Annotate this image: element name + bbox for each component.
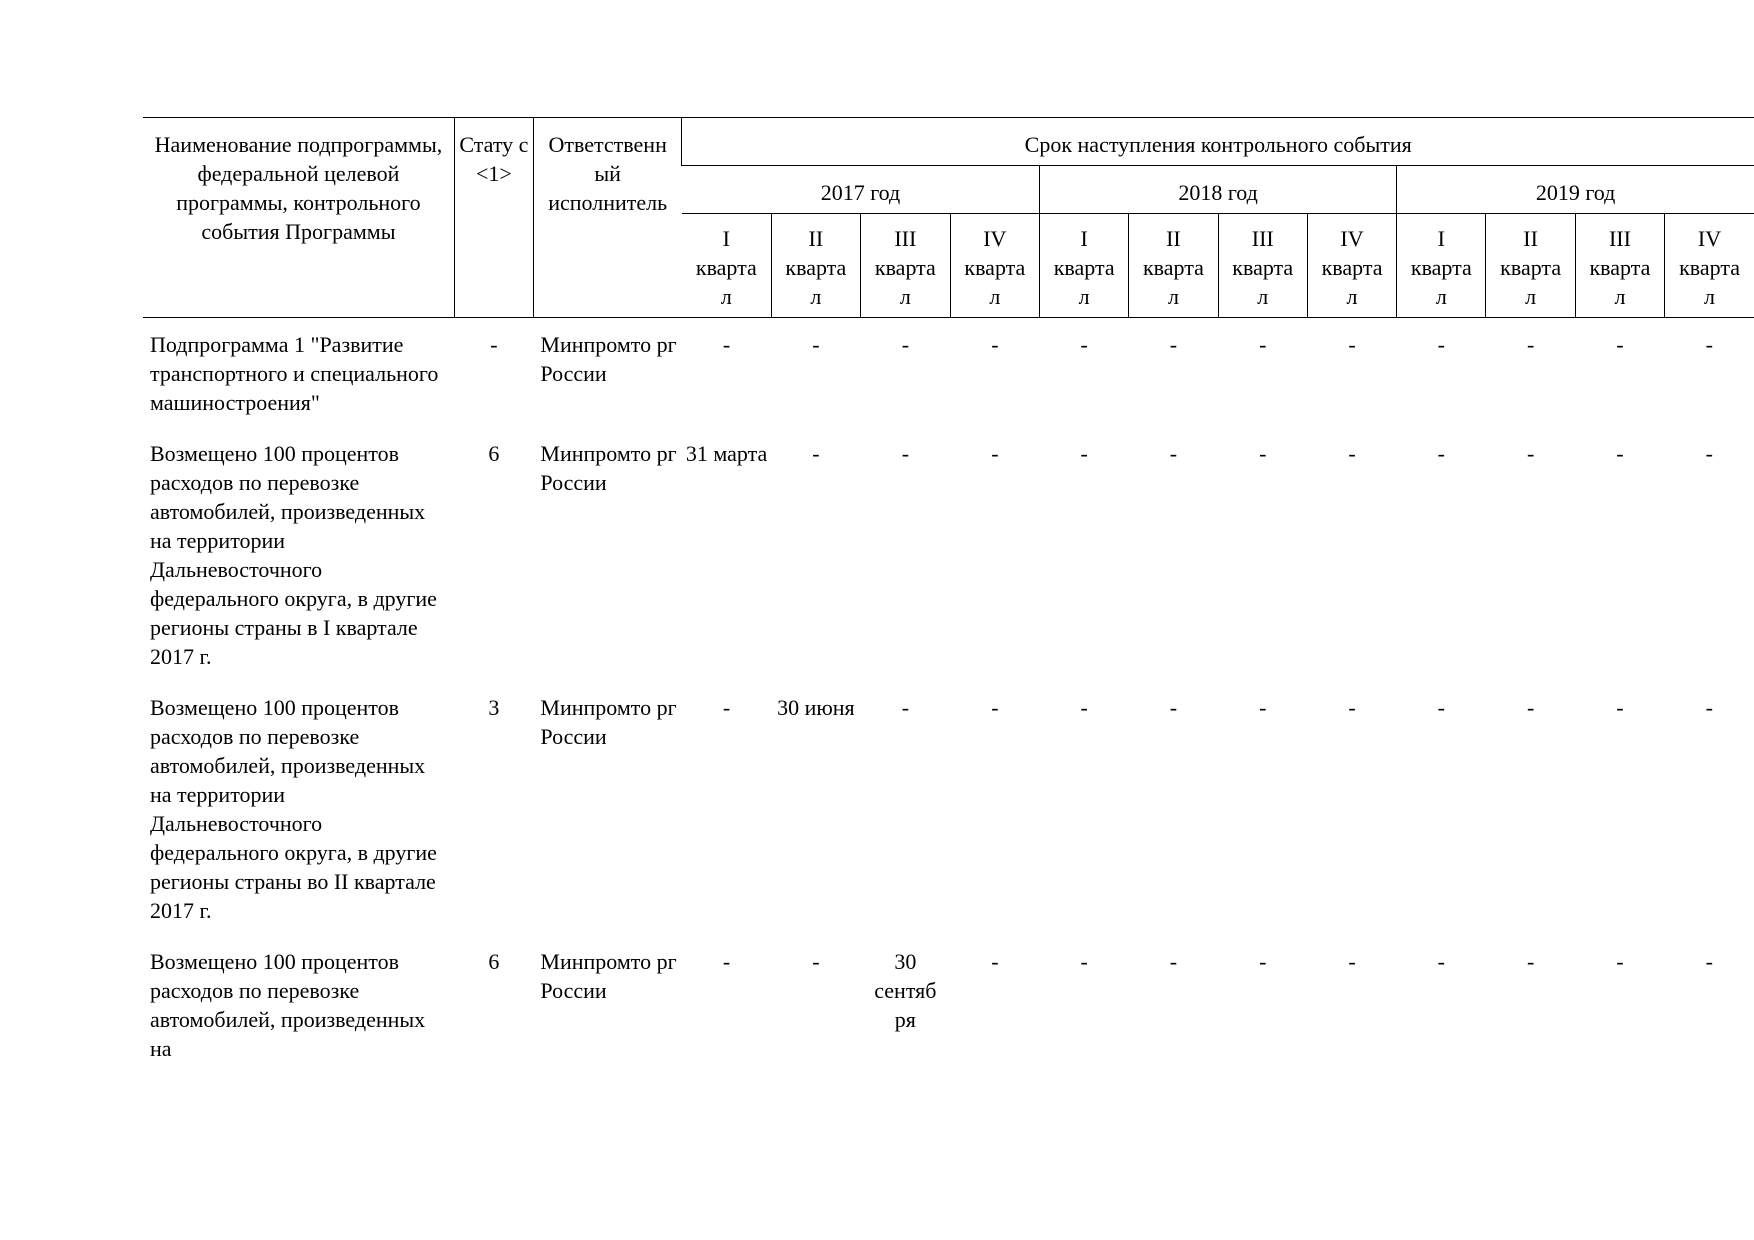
row-deadline-cell: -	[1616, 695, 1624, 720]
table-row	[143, 681, 1754, 935]
row-deadline-cell: -	[1526, 949, 1535, 974]
header-quarter-text: III	[1608, 226, 1631, 251]
table-row	[143, 427, 1754, 681]
row-deadline-cell: -	[1259, 332, 1267, 357]
header-name: Наименование подпрограммы, федеральной целевой программы, контрольного события Программы	[143, 118, 454, 318]
row-name: Возмещено 100 процентов расходов по перевозке автомобилей, произведенных на территории Дальневосточного федерального округа, в другие регионы страны во II квартале 2017 г.	[150, 695, 437, 923]
header-quarter-text: II	[808, 226, 824, 251]
row-name: Возмещено 100 процентов расходов по перевозке автомобилей, произведенных на территории Дальневосточного федерального округа, в другие регионы страны в I квартале 2017 г.	[150, 441, 437, 669]
row-deadline-cell: -	[722, 949, 731, 974]
row-deadline-cell: -	[1705, 441, 1713, 466]
header-quarter-text: л	[1704, 284, 1716, 309]
header-quarter-text: IV	[1697, 226, 1722, 251]
row-responsible: Минпромто рг России	[540, 441, 677, 495]
row-deadline-cell: -	[722, 332, 731, 357]
row-deadline-cell: -	[991, 332, 999, 357]
header-quarter-text: кварта	[785, 255, 847, 280]
header-year-2019: 2019 год	[1397, 166, 1754, 214]
row-responsible: Минпромто рг России	[540, 332, 677, 386]
header-quarter-text: кварта	[1679, 255, 1740, 280]
header-quarter	[1218, 214, 1307, 318]
row-deadline-cell: -	[991, 695, 999, 720]
header-quarter	[771, 214, 860, 318]
table-header	[143, 118, 1754, 318]
header-quarter-text: кварта	[1142, 255, 1204, 280]
row-deadline-cell: -	[1080, 332, 1088, 357]
header-quarter	[950, 214, 1039, 318]
header-quarter-text: кварта	[964, 255, 1026, 280]
header-quarter-text: кварта	[1410, 255, 1472, 280]
row-deadline-cell: -	[901, 332, 910, 357]
header-quarter	[861, 214, 951, 318]
row-deadline-cell: -	[1526, 695, 1535, 720]
header-quarter-text: I	[1437, 226, 1445, 251]
header-quarter-text: л	[1435, 284, 1447, 309]
header-quarter-text: кварта	[1589, 255, 1651, 280]
row-status: 6	[488, 441, 500, 466]
row-deadline-cell: -	[1348, 441, 1356, 466]
header-quarter-text: I	[722, 226, 730, 251]
header-responsible: Ответственн ый исполнитель	[533, 118, 682, 318]
row-deadline-cell: -	[1348, 332, 1356, 357]
row-deadline-cell: -	[1259, 949, 1267, 974]
header-status: Стату с <1>	[454, 118, 533, 318]
row-deadline-cell: -	[1437, 695, 1445, 720]
row-deadline-cell: -	[1080, 441, 1088, 466]
row-deadline-cell: -	[1705, 695, 1713, 720]
header-quarter-text: л	[899, 284, 911, 309]
header-quarter-text: л	[1257, 284, 1269, 309]
row-deadline-cell: -	[1437, 441, 1445, 466]
header-quarter-text: IV	[983, 226, 1007, 251]
row-deadline-cell: -	[1169, 332, 1178, 357]
row-deadline-cell: -	[1526, 441, 1535, 466]
row-deadline-cell: -	[722, 695, 731, 720]
table-row	[143, 318, 1754, 428]
table-row	[143, 935, 1754, 1073]
header-quarter-text: кварта	[1321, 255, 1383, 280]
row-deadline-cell: -	[1705, 949, 1713, 974]
row-status: 6	[488, 949, 500, 974]
row-deadline-cell: -	[1616, 949, 1624, 974]
row-name: Возмещено 100 процентов расходов по перевозке автомобилей, произведенных на	[150, 949, 426, 1061]
header-year-2018: 2018 год	[1040, 166, 1397, 214]
header-quarter-text: кварта	[1232, 255, 1294, 280]
header-quarter-text: л	[720, 284, 732, 309]
header-quarter	[1575, 214, 1664, 318]
row-status: -	[490, 332, 498, 357]
row-deadline-cell: -	[1705, 332, 1713, 357]
header-quarter-text: II	[1166, 226, 1181, 251]
row-deadline-cell: -	[812, 949, 820, 974]
row-deadline-cell: -	[1259, 441, 1267, 466]
row-deadline-cell: -	[812, 441, 820, 466]
row-deadline-cell: -	[1526, 332, 1535, 357]
header-quarter-text: кварта	[1053, 255, 1115, 280]
header-quarter	[1397, 214, 1486, 318]
row-deadline-cell: -	[1348, 949, 1356, 974]
control-events-table	[143, 117, 1754, 1073]
header-quarter	[1486, 214, 1575, 318]
row-deadline-cell: -	[1259, 695, 1267, 720]
header-quarter	[1665, 214, 1754, 318]
header-quarter	[682, 214, 771, 318]
header-quarter-text: I	[1080, 226, 1088, 251]
header-quarter-text: кварта	[874, 255, 936, 280]
row-responsible: Минпромто рг России	[540, 949, 677, 1003]
header-quarter-text: л	[1525, 284, 1537, 309]
row-deadline-cell: 30 июня	[777, 695, 855, 720]
row-status: 3	[488, 695, 500, 720]
row-deadline-cell: -	[1437, 332, 1445, 357]
row-deadline-cell: -	[1348, 695, 1356, 720]
row-deadline-cell: -	[1080, 695, 1088, 720]
row-deadline-cell: -	[812, 332, 820, 357]
row-deadline-cell: -	[901, 695, 910, 720]
header-quarter-text: IV	[1340, 226, 1364, 251]
row-deadline-cell: -	[991, 949, 999, 974]
header-quarter-text: кварта	[695, 255, 757, 280]
row-name: Подпрограмма 1 "Развитие транспортного и специального машиностроения"	[150, 332, 439, 415]
row-deadline-cell: -	[1616, 441, 1624, 466]
header-quarter-text: л	[1346, 284, 1358, 309]
row-responsible: Минпромто рг России	[540, 695, 677, 749]
header-quarter	[1307, 214, 1396, 318]
row-deadline-cell: -	[1169, 695, 1178, 720]
row-deadline-cell: -	[901, 441, 910, 466]
header-quarter	[1129, 214, 1218, 318]
row-deadline-cell: -	[1169, 441, 1178, 466]
row-deadline-cell: -	[1437, 949, 1445, 974]
header-quarter-text: л	[1078, 284, 1090, 309]
row-deadline-cell: 31 марта	[685, 441, 768, 466]
row-deadline-cell: -	[991, 441, 999, 466]
header-quarter-text: III	[894, 226, 917, 251]
header-quarter	[1040, 214, 1129, 318]
header-quarter-text: л	[989, 284, 1001, 309]
row-deadline-cell: -	[1080, 949, 1088, 974]
header-quarter-text: л	[810, 284, 822, 309]
header-quarter-text: II	[1523, 226, 1538, 251]
header-deadline: Срок наступления контрольного события	[682, 118, 1754, 166]
row-deadline-cell: -	[1616, 332, 1624, 357]
row-deadline-cell: 30 сентяб ря	[874, 949, 937, 1032]
row-deadline-cell: -	[1169, 949, 1178, 974]
header-quarter-text: л	[1167, 284, 1179, 309]
header-quarter-text: кварта	[1500, 255, 1562, 280]
header-quarter-text: III	[1251, 226, 1274, 251]
header-year-2017: 2017 год	[682, 166, 1040, 214]
header-quarter-text: л	[1614, 284, 1626, 309]
table-body	[143, 318, 1754, 1074]
